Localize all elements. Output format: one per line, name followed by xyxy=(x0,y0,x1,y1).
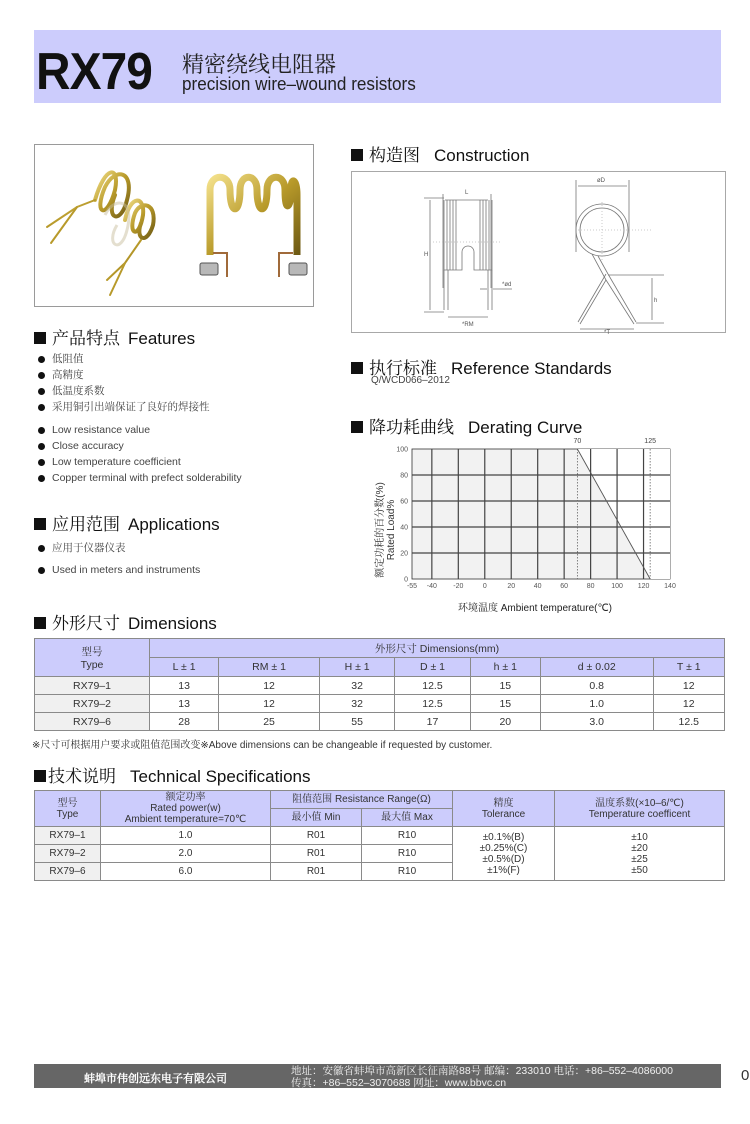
applications-list xyxy=(38,540,200,578)
type-header: 型号 Type xyxy=(35,639,150,677)
annotation-125: 125 xyxy=(644,438,656,445)
range-header: 阻值范围 Resistance Range(Ω) xyxy=(271,791,453,809)
x-tick-label: 140 xyxy=(664,583,676,590)
dim-label-T: *T xyxy=(604,330,610,334)
column-header: d ± 0.02 xyxy=(540,658,653,677)
square-bullet-icon xyxy=(34,332,46,344)
specs-heading xyxy=(34,762,310,787)
column-header: h ± 1 xyxy=(470,658,540,677)
dimensions-heading xyxy=(34,609,217,634)
x-tick-labels xyxy=(407,583,676,590)
feature-item: Copper terminal with prefect solderability xyxy=(38,470,242,486)
dim-label-D: øD xyxy=(597,178,605,184)
column-header: T ± 1 xyxy=(653,658,724,677)
construction-drawing xyxy=(352,172,727,334)
annotation-70: 70 xyxy=(573,438,582,445)
tc-values: ±10 ±20 ±25 ±50 xyxy=(555,827,725,881)
y-tick-label: 60 xyxy=(400,498,408,506)
footer-bar xyxy=(34,1064,721,1088)
x-tick-label: 40 xyxy=(533,583,542,590)
dim-label-h: h xyxy=(654,298,658,304)
product-photo xyxy=(34,144,314,307)
specs-title-en: Technical Specifications xyxy=(130,767,311,786)
column-header: L ± 1 xyxy=(150,658,219,677)
title-en: precision wire–wound resistors xyxy=(182,74,416,94)
construction-heading xyxy=(351,141,529,166)
max-header: 最大值 Max xyxy=(362,809,453,827)
y-axis-label-cn: 额定功耗的百分数(%) xyxy=(375,482,386,578)
table-row: RX79–6 28 25 55 17 20 3.0 12.5 xyxy=(35,713,725,731)
y-axis-label-en: Rated Load% xyxy=(386,499,397,561)
power-header: 额定功率 Rated power(w) Ambient temperature=70℃ xyxy=(101,791,271,827)
column-header: D ± 1 xyxy=(395,658,470,677)
tc-header: 温度系数(×10–6/℃) Temperature coefficent xyxy=(555,791,725,827)
y-tick-label: 80 xyxy=(400,472,408,480)
derating-chart-svg xyxy=(360,435,690,620)
derating-chart xyxy=(360,435,690,620)
applications-title-cn: 应用范围 xyxy=(52,515,120,534)
standards-title-en: Reference Standards xyxy=(451,359,612,378)
x-tick-label: -40 xyxy=(426,583,437,590)
column-header: H ± 1 xyxy=(319,658,394,677)
applications-heading xyxy=(34,510,220,535)
table-row: RX79–1 1.0 R01 R10 ±0.1%(B) ±0.25%(C) ±0.5%(D) ±1%(F) ±10 ±20 ±25 ±50 xyxy=(35,827,725,845)
title-cn: 精密绕线电阻器 xyxy=(182,52,337,77)
dimensions-title-cn: 外形尺寸 xyxy=(52,614,120,633)
address-line: 地址：安徽省蚌埠市高新区长征南路88号 邮编：233010 电话：+86–552–4086000 xyxy=(291,1065,673,1077)
derating-title-cn: 降功耗曲线 xyxy=(369,418,454,437)
features-title-en: Features xyxy=(128,329,196,348)
specs-table xyxy=(34,790,725,881)
construction-diagram xyxy=(351,171,726,333)
page-number: 0 xyxy=(741,1067,750,1084)
dimensions-table xyxy=(34,638,725,731)
table-row: RX79–1 13 12 32 12.5 15 0.8 12 xyxy=(35,677,725,695)
x-tick-label: 20 xyxy=(507,583,516,590)
features-list-en xyxy=(38,422,242,486)
tolerance-values: ±0.1%(B) ±0.25%(C) ±0.5%(D) ±1%(F) xyxy=(453,827,555,881)
square-bullet-icon xyxy=(351,362,363,374)
y-tick-label: 40 xyxy=(400,524,408,532)
standard-code: Q/WCD066–2012 xyxy=(371,375,450,386)
x-tick-label: -55 xyxy=(406,583,418,590)
company-contact xyxy=(291,1065,673,1089)
features-title-cn: 产品特点 xyxy=(52,329,120,348)
title-banner xyxy=(34,30,721,103)
square-bullet-icon xyxy=(351,149,363,161)
fax-website-line: 传真：+86–552–3070688 网址：www.bbvc.cn xyxy=(291,1077,507,1089)
x-tick-label: 0 xyxy=(482,583,487,590)
square-bullet-icon xyxy=(34,518,46,530)
resistor-coil-illustration xyxy=(35,145,314,307)
feature-item: Close accuracy xyxy=(38,438,242,454)
feature-item: 高精度 xyxy=(38,367,210,383)
table-row: RX79–2 2.0 R01 R10 xyxy=(35,845,725,863)
column-header: RM ± 1 xyxy=(219,658,320,677)
feature-item: 低温度系数 xyxy=(38,383,210,399)
dim-label-RM: *RM xyxy=(462,322,474,328)
construction-title-en: Construction xyxy=(434,146,530,165)
y-tick-label: 100 xyxy=(396,446,408,454)
features-list-cn xyxy=(38,351,210,415)
specs-title-cn: 技术说明 xyxy=(48,767,116,786)
derating-title-en: Derating Curve xyxy=(468,418,583,437)
type-header: 型号 Type xyxy=(35,791,101,827)
x-tick-label: 100 xyxy=(611,583,623,590)
features-heading xyxy=(34,324,195,349)
tolerance-header: 精度 Tolerance xyxy=(453,791,555,827)
y-tick-label: 0 xyxy=(404,576,408,584)
min-header: 最小值 Min xyxy=(271,809,362,827)
dimensions-group-header: 外形尺寸 Dimensions(mm) xyxy=(150,639,725,658)
dim-label-L: L xyxy=(465,190,469,196)
x-tick-label: 120 xyxy=(637,583,650,590)
feature-item: 采用铜引出端保证了良好的焊接性 xyxy=(38,399,210,415)
dimensions-title-en: Dimensions xyxy=(128,614,217,633)
dimensions-note: ※尺寸可根据用户要求或阻值范围改变※Above dimensions can be changeable if requested by customer. xyxy=(32,740,493,751)
square-bullet-icon xyxy=(34,617,46,629)
application-item: Used in meters and instruments xyxy=(38,562,200,578)
x-tick-label: 60 xyxy=(560,583,569,590)
dim-label-d: *ød xyxy=(502,282,512,288)
square-bullet-icon xyxy=(34,770,46,782)
x-tick-label: 80 xyxy=(586,583,595,590)
applications-title-en: Applications xyxy=(128,515,220,534)
company-name: 蚌埠市伟创远东电子有限公司 xyxy=(84,1073,227,1085)
feature-item: 低阻值 xyxy=(38,351,210,367)
square-bullet-icon xyxy=(351,421,363,433)
x-tick-label: -20 xyxy=(453,583,464,590)
y-tick-labels xyxy=(396,447,408,584)
feature-item: Low temperature coefficient xyxy=(38,454,242,470)
model-number: RX79 xyxy=(36,43,152,101)
table-row: RX79–2 13 12 32 12.5 15 1.0 12 xyxy=(35,695,725,713)
application-item: 应用于仪器仪表 xyxy=(38,540,200,556)
construction-title-cn: 构造图 xyxy=(369,146,420,165)
feature-item: Low resistance value xyxy=(38,422,242,438)
dim-label-H: H xyxy=(424,252,429,258)
table-row: RX79–6 6.0 R01 R10 xyxy=(35,863,725,881)
x-axis-label: 环境温度 Ambient temperature(℃) xyxy=(457,603,613,614)
y-tick-label: 20 xyxy=(400,550,408,558)
standards-title-cn: 执行标准 xyxy=(369,359,437,378)
